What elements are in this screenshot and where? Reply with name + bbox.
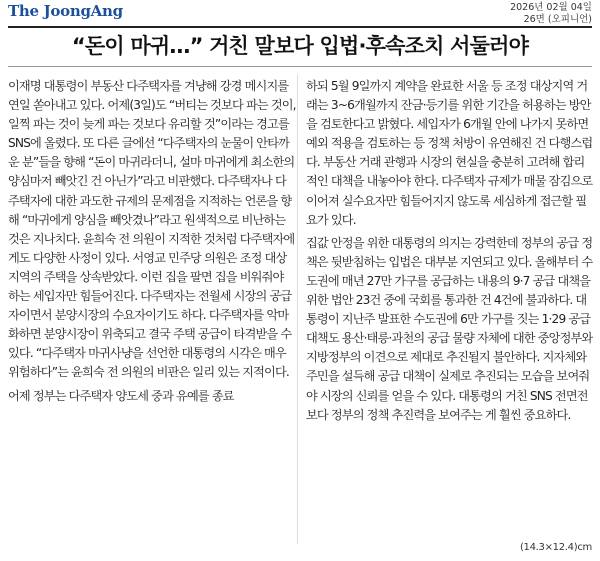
headline-rule	[8, 66, 592, 67]
paragraph: 어제 정부는 다주택자 양도세 중과 유예를 종료	[8, 388, 234, 403]
article-column-right	[306, 77, 594, 425]
header-rule	[8, 26, 592, 28]
issue-page: 26면 (오피니언)	[523, 14, 592, 25]
paragraph: 집값 안정을 위한 대통령의 의지는 강력한데 정부의 공급 정책은 뒷받침하는 입법은 대부분 지연되고 있다. 올해부터 수도권에 매년 27만 가구를 공급하는 내용의 9·7 공급 대책을 위한 법안 23건 중에 국회를 통과한 건 4건에 불과하다. 대통령이 지난주 발표한 수도권에 6만 가구를 짓는 1·29 공급 대책도 용산·태릉·과천의 공급 물량 자체에 대한 중앙정부와 지방정부의 이견으로 제대로 추진될지 불안하다. 지자체와 주민을 설득해 공급 대책이 실제로 추진되는 모습을 보여줘야 시장의 신뢰를 얻을 수 있다. 대통령의 거친 SNS 전면전보다 정부의 정책 추진력을 보여주는 게 훨씬 중요하다.	[306, 235, 593, 422]
article-size: (14.3×12.4)cm	[519, 542, 592, 553]
newspaper-logo: The JoongAng	[8, 2, 123, 20]
paragraph: 이재명 대통령이 부동산 다주택자를 겨냥해 강경 메시지를 연일 쏟아내고 있다. 어제(3일)도 “버티는 것보다 파는 것이, 일찍 파는 것이 늦게 파는 것보다 유리할 것”이라는 경고를 SNS에 올렸다. 또 다른 글에선 “다주택자의 눈물이 안타까운 분”들을 향해 “돈이 마귀라더니, 설마 마귀에게 최소한의 양심마저 빼앗긴 건 아닌가”라고 비판했다. 다주택자나 다주택자에 대한 과도한 규제의 문제점을 지적하는 언론을 향해 “마귀에게 양심을 빼앗겼나”라고 원색적으로 비난하는 것은 지나치다. 윤희숙 전 의원이 지적한 것처럼 다주택자에게도 다양한 사정이 있다. 서영교 민주당 의원은 조정 대상지역의 주택을 상속받았다. 이런 집을 팔면 집을 비워줘야 하는 세입자만 힘들어진다. 다주택자는 전월세 시장의 공급자이면서 분양시장의 수요자이기도 하다. 다주택자를 악마화하면 분양시장이 위축되고 결국 주택 공급이 타격받을 수 있다. “다주택자 마귀사냥을 선언한 대통령의 시각은 매우 위험하다”는 윤희숙 전 의원의 비판은 일리 있는 지적이다.	[8, 79, 296, 380]
paragraph: 하되 5월 9일까지 계약을 완료한 서울 등 조정 대상지역 거래는 3~6개월까지 잔금·등기를 위한 기간을 허용하는 방안을 검토한다고 밝혔다. 세입자가 6개월 안에 나가지 못하면 예외 적용을 검토하는 등 정책 처방이 유연해진 건 다행스럽다. 부동산 거래 관행과 시장의 현실을 충분히 고려해 합리적인 대책을 내놓아야 한다. 다주택자 규제가 매물 잠김으로 이어져 실수요자만 힘들어지지 않도록 세심하게 접근할 필요가 있다.	[306, 79, 593, 227]
column-divider	[297, 74, 298, 544]
issue-meta	[510, 2, 592, 26]
issue-date: 2026년 02월 04일	[510, 2, 592, 13]
headline: “돈이 마귀…” 거친 말보다 입법·후속조치 서둘러야	[71, 34, 529, 58]
article-column-left	[8, 77, 296, 406]
